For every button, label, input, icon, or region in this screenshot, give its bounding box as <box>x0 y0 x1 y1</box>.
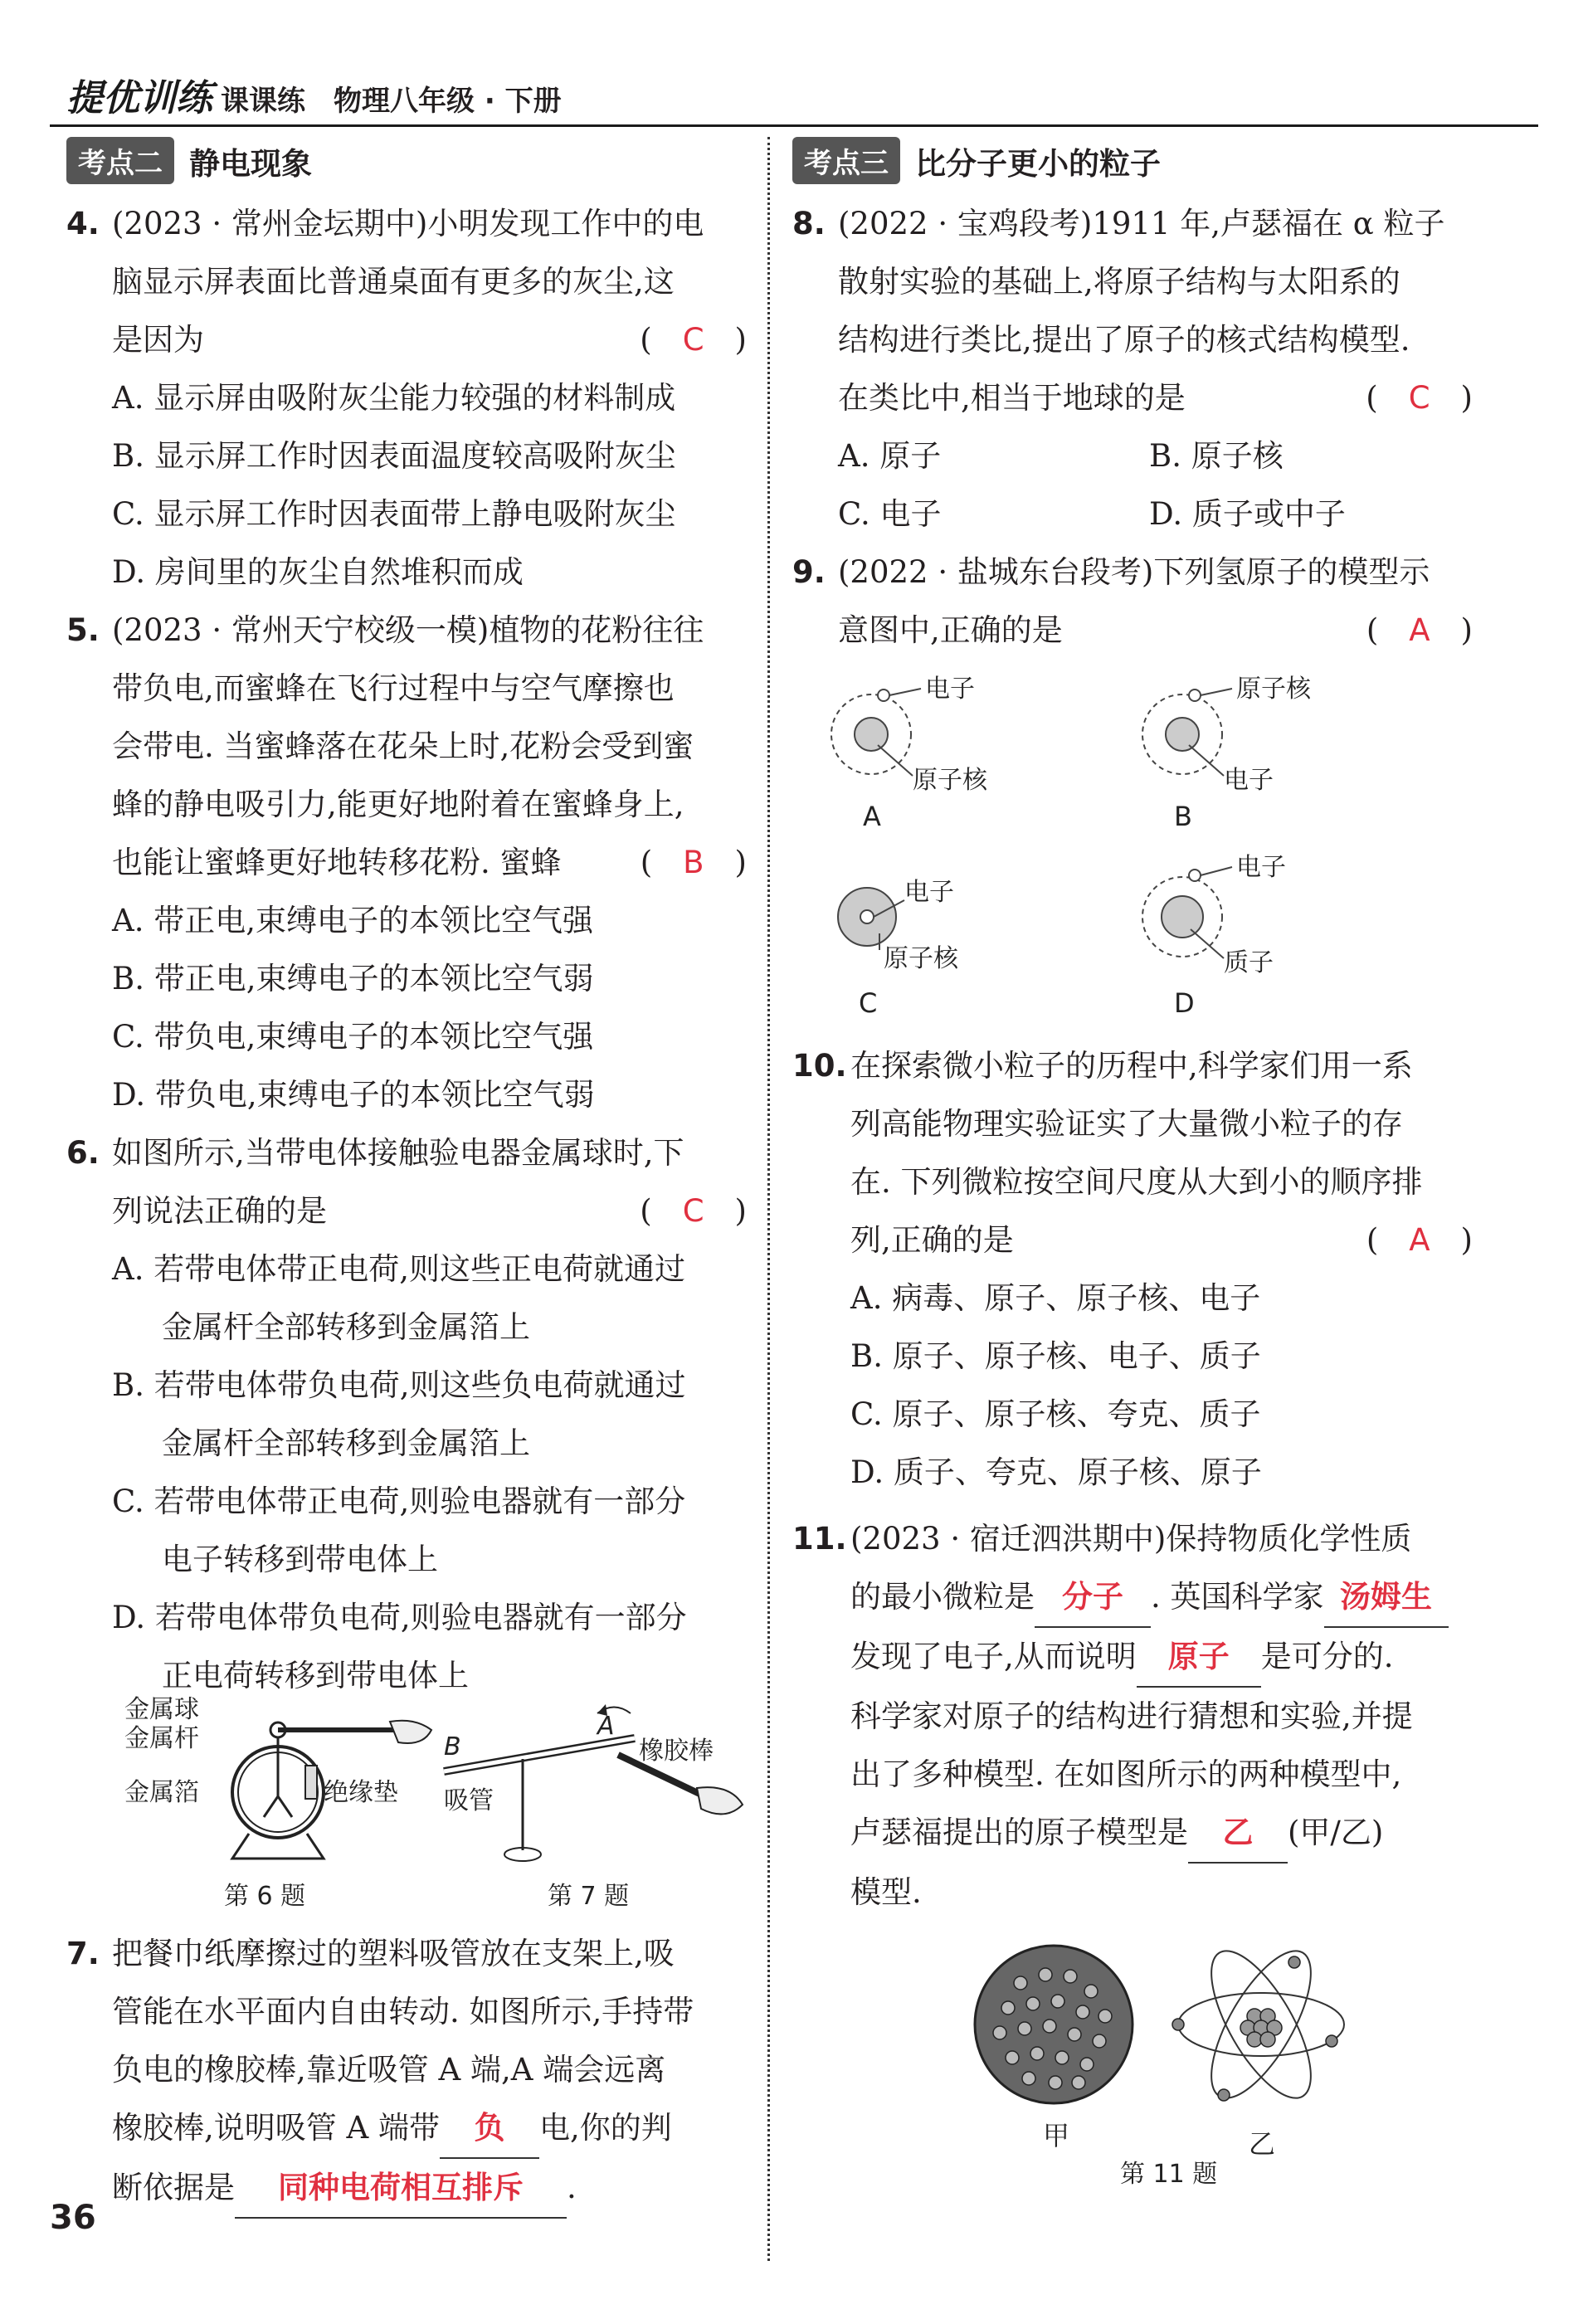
question-number: 6. <box>66 1135 100 1171</box>
fill-blank: 同种电荷相互排斥 <box>235 2159 567 2219</box>
label-straw: 吸管 <box>444 1786 494 1815</box>
question-text: 在探索微小粒子的历程中,科学家们用一系 <box>850 1048 1413 1084</box>
answer: A <box>1409 1222 1430 1258</box>
label-jia: 甲 <box>1043 2120 1070 2151</box>
question-number: 4. <box>66 206 100 241</box>
section-tag: 考点三 <box>792 137 900 184</box>
fill-blank: 负 <box>440 2099 539 2159</box>
question-text: 带负电,而蜜蜂在飞行过程中与空气摩擦也 <box>112 670 675 706</box>
section-heading-3 <box>792 137 1161 184</box>
question-number: 9. <box>792 554 826 590</box>
straw-diagram <box>444 1704 743 1861</box>
fill-blank: 汤姆生 <box>1324 1568 1449 1628</box>
option: A. 若带电体带正电荷,则这些正电荷就通过 <box>112 1251 686 1287</box>
question-text: 在类比中,相当于地球的是 ( C ) <box>838 369 1473 427</box>
option-row <box>838 485 1473 543</box>
option: C. 带负电,束缚电子的本领比空气强 <box>112 1019 594 1055</box>
option: A. 病毒、原子、原子核、电子 <box>850 1280 1261 1316</box>
header-subtitle: 课课练 物理八年级 · 下册 <box>221 85 562 118</box>
section-title: 比分子更小的粒子 <box>915 145 1161 182</box>
option: C. 电子 <box>838 496 942 532</box>
answer-bracket: ( C ) <box>640 322 747 358</box>
option-continued: 正电荷转移到带电体上 <box>162 1658 469 1693</box>
label-metal-ball: 金属球 <box>124 1695 199 1724</box>
question-text: 结构进行类比,提出了原子的核式结构模型. <box>838 322 1410 358</box>
label: 质子 <box>1224 948 1274 977</box>
figure-caption-6: 第 6 题 <box>224 1882 306 1911</box>
question-text: 把餐巾纸摩擦过的塑料吸管放在支架上,吸 <box>112 1936 675 1971</box>
question-number: 10. <box>792 1048 847 1084</box>
header-rule <box>50 124 1538 127</box>
section-title: 静电现象 <box>189 145 312 182</box>
label: 电子 <box>904 878 954 907</box>
nucleus <box>1240 2009 1282 2047</box>
answer: A <box>1409 612 1430 648</box>
question-text: 是因为 ( C ) <box>112 311 747 369</box>
fill-blank: 原子 <box>1137 1628 1261 1688</box>
answer: C <box>682 1193 704 1229</box>
column-divider <box>767 137 770 2261</box>
label-rubber-rod: 橡胶棒 <box>639 1737 714 1766</box>
figure-6-7 <box>116 1693 747 1917</box>
option: A. 显示屏由吸附灰尘能力较强的材料制成 <box>112 380 676 416</box>
question-number: 5. <box>66 612 100 648</box>
model-letter: B <box>1174 801 1192 832</box>
label: 原子核 <box>913 766 987 795</box>
answer-bracket: ( C ) <box>640 1193 747 1229</box>
question-text: 出了多种模型. 在如图所示的两种模型中, <box>850 1756 1402 1792</box>
label-a: A <box>597 1712 615 1741</box>
option-row <box>838 427 1473 485</box>
question-number: 8. <box>792 206 826 241</box>
section-tag: 考点二 <box>66 137 174 184</box>
figure-9-hydrogen-models <box>821 664 1485 1029</box>
question-5 <box>66 602 747 1124</box>
option-continued: 金属杆全部转移到金属箔上 <box>162 1309 530 1345</box>
question-text: 卢瑟福提出的原子模型是 乙 (甲/乙) <box>850 1804 1473 1864</box>
label: 电子 <box>1224 766 1274 795</box>
model-letter: D <box>1174 987 1195 1019</box>
question-text: 也能让蜜蜂更好地转移花粉. 蜜蜂 ( B ) <box>112 834 747 892</box>
option: D. 若带电体带负电荷,则验电器就有一部分 <box>112 1600 687 1635</box>
label-metal-foil: 金属箔 <box>124 1778 199 1807</box>
figure-caption-7: 第 7 题 <box>548 1882 630 1911</box>
page-number: 36 <box>50 2199 96 2237</box>
answer-bracket: ( C ) <box>1366 380 1473 416</box>
question-text: 断依据是 同种电荷相互排斥 . <box>112 2159 747 2219</box>
option: D. 带负电,束缚电子的本领比空气弱 <box>112 1077 595 1113</box>
option: D. 质子、夸克、原子核、原子 <box>850 1454 1262 1490</box>
option: D. 质子或中子 <box>1149 496 1346 532</box>
plum-pudding-model <box>975 1946 1133 2103</box>
model-c <box>838 878 959 1019</box>
answer: B <box>683 845 704 880</box>
answer-bracket: ( A ) <box>1366 612 1473 648</box>
option: C. 若带电体带正电荷,则验电器就有一部分 <box>112 1484 686 1519</box>
option-continued: 金属杆全部转移到金属箔上 <box>162 1425 530 1461</box>
answer-bracket: ( B ) <box>640 845 747 880</box>
option: A. 原子 <box>838 438 942 474</box>
question-10 <box>792 1037 1473 1502</box>
question-text: 科学家对原子的结构进行猜想和实验,并提 <box>850 1698 1413 1734</box>
question-4 <box>66 195 747 602</box>
label: 原子核 <box>884 944 958 973</box>
option: B. 显示屏工作时因表面温度较高吸附灰尘 <box>112 438 676 474</box>
question-6 <box>66 1124 747 1705</box>
option: B. 若带电体带负电荷,则这些负电荷就通过 <box>112 1367 686 1403</box>
label: 原子核 <box>1236 675 1311 704</box>
option-continued: 电子转移到带电体上 <box>162 1542 438 1577</box>
question-text: 如图所示,当带电体接触验电器金属球时,下 <box>112 1135 684 1171</box>
question-text: 负电的橡胶棒,靠近吸管 A 端,A 端会远离 <box>112 2052 666 2088</box>
option: C. 显示屏工作时因表面带上静电吸附灰尘 <box>112 496 676 532</box>
label: 电子 <box>925 675 975 704</box>
label: 电子 <box>1236 853 1286 882</box>
question-8 <box>792 195 1473 543</box>
question-9 <box>792 543 1473 660</box>
model-letter: A <box>863 801 881 832</box>
question-number: 11. <box>792 1521 847 1557</box>
option: B. 原子核 <box>1149 438 1284 474</box>
brand-title: 提优训练 <box>66 77 212 119</box>
option: D. 房间里的灰尘自然堆积而成 <box>112 554 524 590</box>
figure-11-atom-models <box>962 1925 1427 2190</box>
question-text: (2022 · 宝鸡段考)1911 年,卢瑟福在 α 粒子 <box>838 206 1445 241</box>
question-text: 脑显示屏表面比普通桌面有更多的灰尘,这 <box>112 264 675 300</box>
option: A. 带正电,束缚电子的本领比空气强 <box>112 903 594 938</box>
question-text: 蜂的静电吸引力,能更好地附着在蜜蜂身上, <box>112 787 684 822</box>
question-number: 7. <box>66 1936 100 1971</box>
question-text: (2023 · 宿迁泗洪期中)保持物质化学性质 <box>850 1521 1412 1557</box>
question-text: 会带电. 当蜜蜂落在花朵上时,花粉会受到蜜 <box>112 728 694 764</box>
question-text: 的最小微粒是 分子 . 英国科学家 汤姆生 <box>850 1568 1473 1628</box>
question-text: 列,正确的是 ( A ) <box>850 1211 1473 1269</box>
answer: C <box>1408 380 1430 416</box>
question-text: 橡胶棒,说明吸管 A 端带 负 电,你的判 <box>112 2099 747 2159</box>
question-text: (2023 · 常州金坛期中)小明发现工作中的电 <box>112 206 704 241</box>
page-header <box>66 68 562 118</box>
fill-blank: 分子 <box>1035 1568 1151 1628</box>
question-text: (2023 · 常州天宁校级一模)植物的花粉往往 <box>112 612 704 648</box>
question-text: 列高能物理实验证实了大量微小粒子的存 <box>850 1106 1403 1142</box>
label-b: B <box>444 1732 461 1761</box>
question-text: 管能在水平面内自由转动. 如图所示,手持带 <box>112 1994 694 2029</box>
question-text: 在. 下列微粒按空间尺度从大到小的顺序排 <box>850 1164 1423 1200</box>
fill-blank: 乙 <box>1188 1804 1288 1864</box>
question-text: 散射实验的基础上,将原子结构与太阳系的 <box>838 264 1400 300</box>
section-heading-2 <box>66 137 312 184</box>
question-7 <box>66 1925 747 2219</box>
question-text: 列说法正确的是 ( C ) <box>112 1182 747 1240</box>
answer: C <box>682 322 704 358</box>
figure-caption-11: 第 11 题 <box>1120 2160 1218 2189</box>
option: B. 原子、原子核、电子、质子 <box>850 1338 1261 1374</box>
answer-bracket: ( A ) <box>1366 1222 1473 1258</box>
label-yi: 乙 <box>1249 2128 1276 2160</box>
model-b <box>1142 675 1312 832</box>
question-text: (2022 · 盐城东台段考)下列氢原子的模型示 <box>838 554 1430 590</box>
question-text: 模型. <box>850 1874 922 1910</box>
option: B. 带正电,束缚电子的本领比空气弱 <box>112 961 594 996</box>
label-insulating-pad: 绝缘垫 <box>324 1778 398 1807</box>
question-text: 发现了电子,从而说明 原子 是可分的. <box>850 1628 1473 1688</box>
label-metal-rod: 金属杆 <box>124 1724 199 1753</box>
question-11 <box>792 1510 1473 1922</box>
question-text: 意图中,正确的是 ( A ) <box>838 602 1473 660</box>
model-a <box>831 675 988 832</box>
model-letter: C <box>859 987 878 1019</box>
model-d <box>1142 853 1286 1019</box>
option: C. 原子、原子核、夸克、质子 <box>850 1396 1261 1432</box>
